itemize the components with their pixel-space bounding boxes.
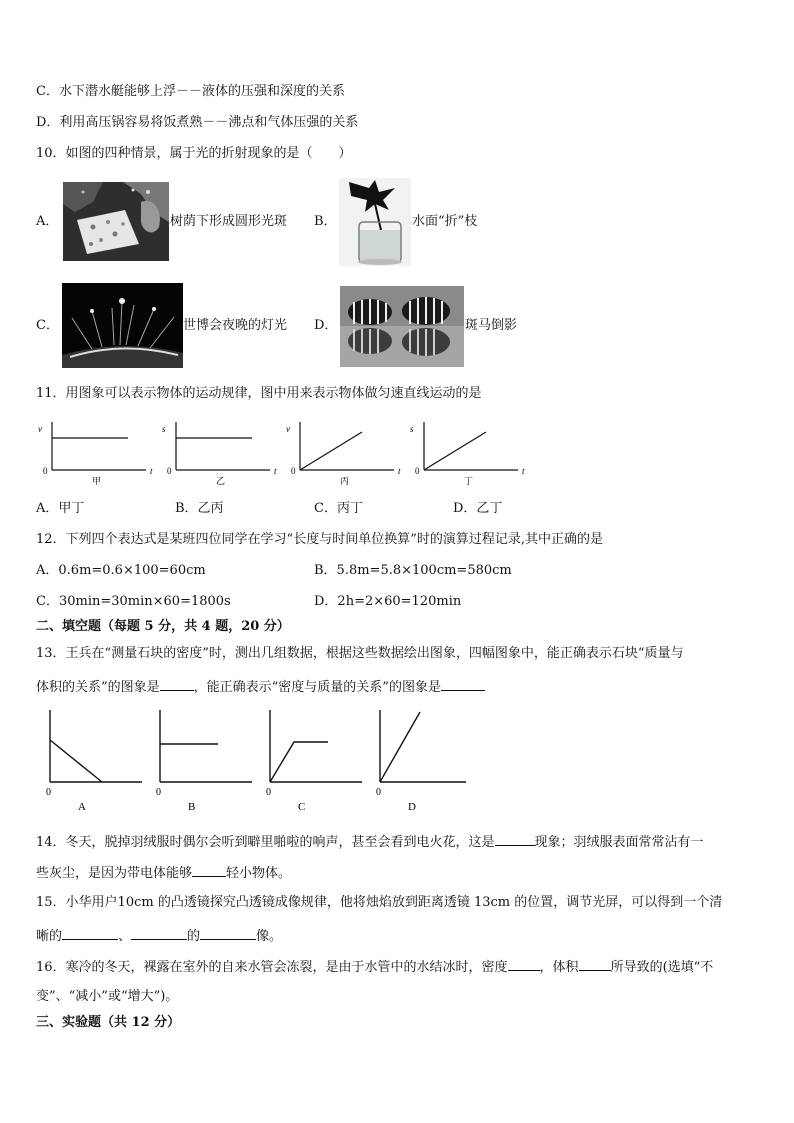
q16-line1 <box>36 957 713 977</box>
q11-x-label: t <box>274 466 277 476</box>
q14-text-a: 14．冬天，脱掉羽绒服时偶尔会听到噼里啪啦的响声，甚至会看到电火花，这是 <box>36 835 495 850</box>
q11-origin-label: 0 <box>291 466 296 476</box>
q10-option-d-letter: D． <box>314 318 338 333</box>
q13-graph-letter: C <box>298 801 306 813</box>
q16-line2: 变”、“减小”或“增大”)。 <box>36 989 179 1004</box>
q15-line1: 15．小华用户10cm 的凸透镜探究凸透镜成像规律，他将烛焰放到距离透镜 13cm 的位置，调节光屏，可以得到一个清 <box>36 895 723 910</box>
q11-option-d: D．乙丁 <box>453 501 503 516</box>
q13-graph-line <box>270 742 328 782</box>
q13-graph-letter: A <box>78 801 86 813</box>
q10-option-a-letter: A． <box>36 214 59 229</box>
q10-option-a-caption: 树荫下形成圆形光斑 <box>170 214 288 229</box>
q10-photo-bent-stick <box>339 178 411 266</box>
q11-graph-line <box>424 432 486 470</box>
q14-blank-2[interactable] <box>192 863 226 877</box>
q10-stem: 10．如图的四种情景，属于光的折射现象的是（ ） <box>36 146 352 161</box>
q10-photo-expo-lights <box>62 283 183 368</box>
q13-graph-letter: B <box>188 801 196 813</box>
q11-graph-name: 甲 <box>92 476 102 486</box>
q10-option-c-letter: C． <box>36 318 59 333</box>
q9-option-c: C．水下潜水艇能够上浮－－液体的压强和深度的关系 <box>36 84 345 99</box>
section3-heading: 三、实验题（共 12 分） <box>36 1015 181 1030</box>
q16-text-c: 所导致的(选填“不 <box>610 960 714 975</box>
q13-text-a: 体积的关系”的图象是 <box>36 680 160 695</box>
q15-line2 <box>36 926 282 946</box>
q12-option-c: C．30min=30min×60=1800s <box>36 594 231 609</box>
q11-graphs <box>30 416 530 492</box>
q13-blank-1[interactable] <box>160 677 194 691</box>
q13-graph-line <box>380 712 420 782</box>
q15-blank-2[interactable] <box>131 926 187 940</box>
q11-y-label: s <box>162 424 166 434</box>
q15-blank-3[interactable] <box>200 926 256 940</box>
q11-origin-label: 0 <box>167 466 172 476</box>
q14-text-d: 轻小物体。 <box>226 866 292 881</box>
q10-photo-tree-shade <box>63 182 169 261</box>
q12-option-d: D．2h=2×60=120min <box>314 594 462 609</box>
q15-text-a: 晰的 <box>36 929 63 944</box>
q11-stem: 11．用图象可以表示物体的运动规律，图中用来表示物体做匀速直线运动的是 <box>36 386 482 401</box>
q14-text-c: 些灰尘，是因为带电体能够 <box>36 866 193 881</box>
q12-option-a: A．0.6m=0.6×100=60cm <box>36 563 206 578</box>
section2-heading: 二、填空题（每题 5 分，共 4 题，20 分） <box>36 619 290 634</box>
q11-graph-name: 丙 <box>340 476 350 486</box>
q16-text-b: ，体积 <box>539 960 579 975</box>
q11-graph-line <box>300 432 362 470</box>
q12-option-b: B．5.8m=5.8×100cm=580cm <box>314 563 512 578</box>
q11-y-label: s <box>410 424 414 434</box>
q14-text-b: 现象；羽绒服表面常常沾有一 <box>534 835 704 850</box>
q11-x-label: t <box>522 466 525 476</box>
q14-blank-1[interactable] <box>495 832 535 846</box>
q11-graph-name: 乙 <box>216 476 226 486</box>
q11-option-c: C．丙丁 <box>314 501 363 516</box>
q11-origin-label: 0 <box>415 466 420 476</box>
q13-graph-line <box>50 740 102 782</box>
q10-option-b-caption: 水面“折”枝 <box>412 214 478 229</box>
q12-stem: 12．下列四个表达式是某班四位同学在学习“长度与时间单位换算”时的演算过程记录,其中正确的是 <box>36 532 603 547</box>
q13-origin-label: 0 <box>156 787 161 798</box>
q13-blank-2[interactable] <box>441 677 485 691</box>
q13-graph-letter: D <box>408 801 416 813</box>
q9-option-d: D．利用高压锅容易将饭煮熟－－沸点和气体压强的关系 <box>36 115 359 130</box>
q13-origin-label: 0 <box>266 787 271 798</box>
q10-photo-zebra-reflection <box>340 286 464 367</box>
q15-text-c: 的 <box>187 929 201 944</box>
q11-graph-name: 丁 <box>464 476 474 486</box>
q10-option-d-caption: 斑马倒影 <box>465 318 518 333</box>
q16-blank-2[interactable] <box>579 957 611 971</box>
q11-origin-label: 0 <box>43 466 48 476</box>
q14-line1 <box>36 832 704 852</box>
q16-text-a: 16．寒冷的冬天，裸露在室外的自来水管会冻裂，是由于水管中的水结冰时，密度 <box>36 960 508 975</box>
q11-option-b: B．乙丙 <box>175 501 224 516</box>
q15-blank-1[interactable] <box>62 926 118 940</box>
q11-option-a: A．甲丁 <box>36 501 85 516</box>
q15-text-d: 像。 <box>256 929 283 944</box>
q11-x-label: t <box>150 466 153 476</box>
q16-blank-1[interactable] <box>508 957 540 971</box>
q13-origin-label: 0 <box>376 787 381 798</box>
q10-option-c-caption: 世博会夜晚的灯光 <box>183 318 288 333</box>
q13-line1: 13．王兵在“测量石块的密度”时，测出几组数据，根据这些数据绘出图象，四幅图象中，能正确表示石块“质量与 <box>36 646 684 661</box>
q11-y-label: v <box>286 424 290 434</box>
q13-text-b: ，能正确表示“密度与质量的关系”的图象是 <box>193 680 441 695</box>
q13-line2 <box>36 677 485 697</box>
q13-origin-label: 0 <box>46 787 51 798</box>
q10-option-b-letter: B． <box>314 214 337 229</box>
q14-line2 <box>36 863 291 883</box>
q15-text-b: 、 <box>118 929 132 944</box>
q11-x-label: t <box>398 466 401 476</box>
q13-graphs <box>36 702 466 814</box>
q11-y-label: v <box>38 424 42 434</box>
